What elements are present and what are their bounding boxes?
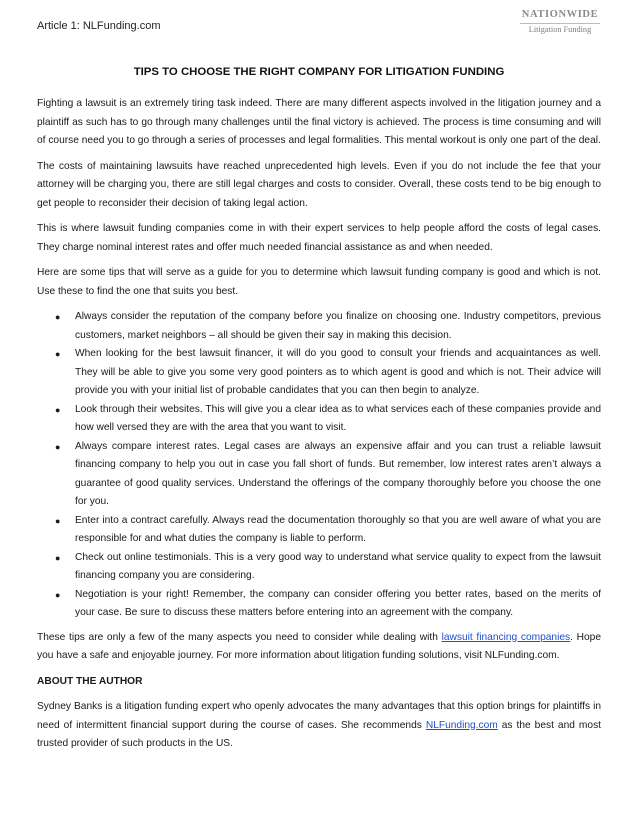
bullet-icon: ● xyxy=(55,515,61,526)
author-text-start: Sydney Banks is a litigation funding expert who openly advocates the many advantages that this option brings for plaintiffs in need of intermittent financial support during the course of cases. She recommends xyxy=(37,701,601,731)
nlfunding-link[interactable]: NLFunding.com xyxy=(425,719,498,731)
logo-text-line2: Litigation Funding xyxy=(520,23,600,34)
bullet-icon: ● xyxy=(55,349,61,359)
list-item xyxy=(55,308,601,345)
closing-text-start: These tips are only a few of the many aspects you need to consider while dealing with xyxy=(37,631,442,643)
about-author-heading: ABOUT THE AUTHOR xyxy=(37,675,143,687)
tip-text: Always consider the reputation of the company before you finalize on choosing one. Industry competitors, previous customers, market neighbors – all should be given their say in making this decision. xyxy=(75,311,601,341)
logo-text-line1: NATIONWIDE xyxy=(521,9,599,20)
list-item xyxy=(55,401,601,438)
list-item xyxy=(55,512,601,549)
tip-text: Enter into a contract carefully. Always read the documentation thoroughly so that you are well aware of what you are responsible for and what duties the company is liable to perform. xyxy=(75,514,601,544)
article-label: Article 1: NLFunding.com xyxy=(37,20,161,32)
closing-text-end: . Hope you have a safe and enjoyable journey. For more information about litigation funding solutions, visit NLFunding.com. xyxy=(37,631,601,661)
tips-list xyxy=(37,308,601,623)
list-item xyxy=(55,586,601,623)
article-title: TIPS TO CHOOSE THE RIGHT COMPANY FOR LITIGATION FUNDING xyxy=(133,66,505,78)
paragraph-intro: Fighting a lawsuit is an extremely tiring task indeed. There are many different aspects involved in the litigation journey and a plaintiff as such has to go through many challenges until the final victory is achieved. The process is time consuming and will of course need you to go through a series of processes and legal formalities. This mental workout is only one part of the deal. xyxy=(37,98,601,146)
paragraph-funding-companies: This is where lawsuit funding companies come in with their expert services to help people afford the costs of legal cases. They charge nominal interest rates and offer much needed financial assistance as and when needed. xyxy=(37,223,601,253)
author-text-end: as the best and most trusted provider of such products in the US. xyxy=(37,719,601,749)
list-item xyxy=(55,549,601,586)
bullet-icon: ● xyxy=(55,404,61,415)
article-body xyxy=(37,95,601,761)
paragraph-tips-intro: Here are some tips that will serve as a guide for you to determine which lawsuit funding company is good and which is not. Use these to find the one that suits you best. xyxy=(37,267,601,297)
company-logo xyxy=(520,9,600,39)
bullet-icon: ● xyxy=(55,312,61,322)
tip-text: Check out online testimonials. This is a very good way to understand what service quality to expect from the lawsuit financing company you are considering. xyxy=(75,551,601,581)
tip-text: Always compare interest rates. Legal cases are always an expensive affair and you can trust a reliable lawsuit financing company to help you out in case you fall short of funds. But remember, low interest rates aren’t always a guarantee of good quality services. Understand the offerings of the company thoroughly before you choose the one for you. xyxy=(75,440,601,507)
bullet-icon: ● xyxy=(55,552,61,563)
paragraph-author xyxy=(37,698,601,754)
bullet-icon: ● xyxy=(55,441,61,452)
tip-text: Negotiation is your right! Remember, the company can consider offering you better rates, based on the merits of your case. Be sure to discuss these matters before entering into an agreement with the company. xyxy=(75,588,601,618)
list-item xyxy=(55,438,601,512)
lawsuit-financing-link[interactable]: lawsuit financing companies xyxy=(441,631,571,643)
list-item xyxy=(55,345,601,401)
paragraph-costs: The costs of maintaining lawsuits have reached unprecedented high levels. Even if you do not include the fee that your attorney will be charging you, there are still legal charges and costs to consider. Overall, these costs tend to be big enough to get people to reconsider their decision of taking legal action. xyxy=(37,160,601,209)
paragraph-closing xyxy=(37,629,601,666)
bullet-icon: ● xyxy=(55,589,61,600)
tip-text: Look through their websites. This will give you a clear idea as to what services each of these companies provide and how well versed they are with the area that you want to visit. xyxy=(75,403,601,433)
tip-text: When looking for the best lawsuit financer, it will do you good to consult your friends and acquaintances as well. They will be able to give you some very good pointers as to which agent is good and which is not. Their advice will provide you with your initial list of probable candidates that you can then begin to analyze. xyxy=(75,348,601,396)
